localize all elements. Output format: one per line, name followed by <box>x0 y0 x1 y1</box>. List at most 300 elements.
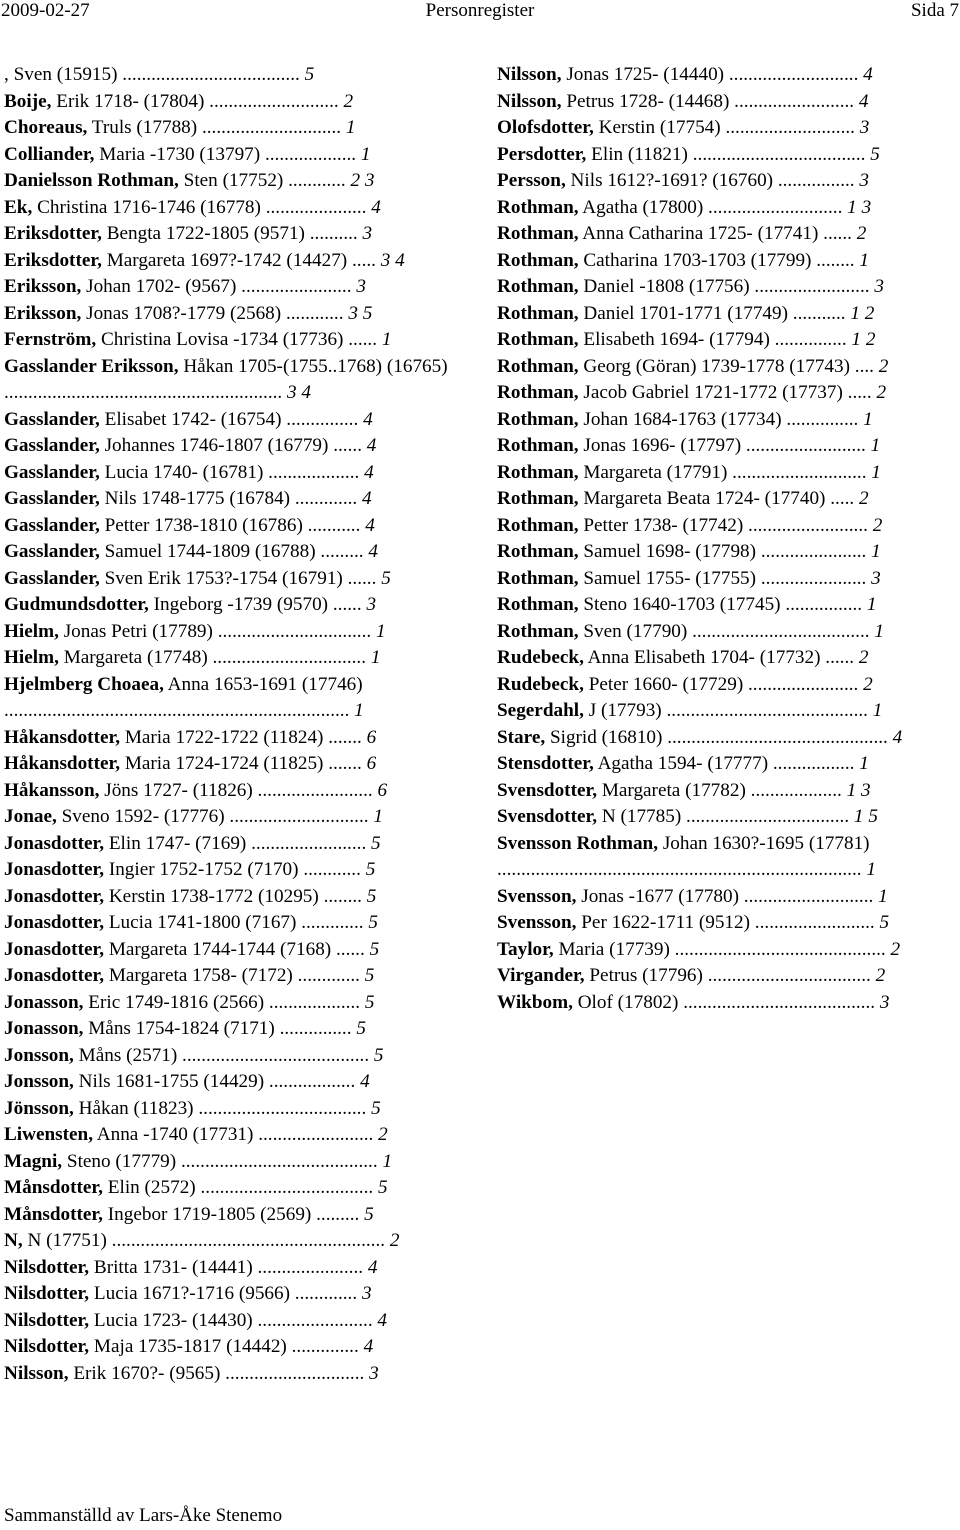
entry-page-refs: 4 <box>365 514 375 536</box>
entry-page-refs: 3 <box>871 567 881 589</box>
entry-page-refs: 2 <box>890 938 901 960</box>
entry-surname: Jonasson, <box>4 991 84 1013</box>
entry-details: Maria -1730 (13797) ................... <box>94 143 361 165</box>
entry-details: Margareta 1697?-1742 (14427) ..... <box>101 249 381 271</box>
entry-details: Maria 1722-1722 (11824) ....... <box>120 726 367 748</box>
entry-details: Johan 1684-1763 (17734) ............... <box>578 408 864 430</box>
entry-page-refs: 1 3 <box>846 779 871 801</box>
entry-details: Elin 1747- (7169) ........................ <box>104 832 372 854</box>
entry-surname: Rothman, <box>497 276 579 297</box>
index-entry <box>4 1228 462 1255</box>
entry-details: Margareta (17791) ............................ <box>578 461 872 483</box>
entry-page-refs: 3 <box>361 1283 372 1304</box>
entry-surname: Rothman, <box>497 594 579 615</box>
entry-surname: Eriksson, <box>4 276 82 297</box>
entry-details: J (17793) .......................................... <box>583 700 873 721</box>
entry-surname: Håkansson, <box>4 779 100 801</box>
index-entry <box>497 990 955 1017</box>
entry-surname: Ek, <box>4 196 33 218</box>
entry-page-refs: 1 <box>360 143 371 165</box>
entry-details: Sven (17790) ..................................... <box>578 620 875 642</box>
entry-surname: Svensson, <box>497 885 577 907</box>
entry-page-refs: 1 <box>859 753 869 774</box>
entry-details: Jonas 1696- (17797) ......................... <box>578 435 871 456</box>
entry-surname: Choreaus, <box>4 117 88 138</box>
entry-page-refs: 2 <box>389 1230 400 1251</box>
index-entry <box>497 433 955 460</box>
index-entry <box>497 380 955 407</box>
entry-details: Petrus (17796) .................................. <box>584 965 876 986</box>
entry-details: Elisabet 1742- (16754) ............... <box>99 408 364 430</box>
entry-surname: Jonasdotter, <box>4 965 105 986</box>
entry-page-refs: 2 <box>872 514 883 536</box>
index-entry <box>4 619 462 646</box>
entry-details: Ingeborg -1739 (9570) ...... <box>148 594 367 615</box>
index-entry <box>497 592 955 619</box>
entry-surname: Nilsdotter, <box>4 1309 90 1331</box>
entry-details: Margareta 1744-1744 (7168) ...... <box>104 938 370 960</box>
entry-details: Lucia 1741-1800 (7167) ............. <box>104 912 369 933</box>
entry-surname: Rothman, <box>497 461 579 483</box>
header-title: Personregister <box>425 0 535 21</box>
entry-details: Johan 1702- (9567) ....................... <box>81 276 357 297</box>
entry-surname: Nilsdotter, <box>4 1336 90 1357</box>
entry-page-refs: 4 <box>892 726 903 748</box>
entry-details: Elin (11821) .................................... <box>586 143 871 165</box>
entry-page-refs: 5 <box>373 1044 384 1066</box>
entry-details: Sten (17752) ............ <box>178 170 351 191</box>
index-entry <box>4 592 462 619</box>
entry-details: Daniel 1701-1771 (17749) ........... <box>578 302 851 324</box>
entry-surname: Rothman, <box>497 620 579 642</box>
index-entry <box>497 195 955 222</box>
entry-page-refs: 5 <box>364 991 375 1013</box>
index-column-left <box>4 62 462 1387</box>
entry-page-refs: 4 <box>377 1309 388 1331</box>
entry-page-refs: 2 <box>343 90 354 112</box>
entry-details: Nils 1748-1775 (16784) ............. <box>99 488 363 509</box>
entry-page-refs: 5 <box>377 1177 388 1198</box>
entry-page-refs: 1 <box>863 408 873 430</box>
entry-details: Anna Catharina 1725- (17741) ...... <box>578 223 857 244</box>
entry-details: Anna 1653-1691 (17746) ........................................................................ <box>4 673 363 721</box>
entry-details: Agatha (17800) ............................ <box>578 196 848 218</box>
index-entry <box>497 672 955 699</box>
entry-surname: Rothman, <box>497 488 579 509</box>
entry-details: Samuel 1744-1809 (16788) ......... <box>99 541 369 562</box>
entry-surname: Rothman, <box>497 329 579 350</box>
entry-page-refs: 5 <box>364 1203 374 1225</box>
entry-page-refs: 4 <box>371 196 381 218</box>
entry-surname: Danielsson Rothman, <box>4 170 179 191</box>
entry-details: Jonas 1725- (14440) ........................... <box>561 64 864 85</box>
entry-surname: Liwensten, <box>4 1124 94 1145</box>
entry-page-refs: 3 <box>874 276 884 297</box>
entry-surname: Rothman, <box>497 435 579 456</box>
entry-details: Britta 1731- (14441) ...................... <box>89 1256 368 1278</box>
entry-surname: Jonasdotter, <box>4 885 105 907</box>
entry-surname: Rothman, <box>497 514 579 536</box>
entry-surname: Jonasdotter, <box>4 938 105 960</box>
entry-page-refs: 5 <box>365 859 376 880</box>
entry-page-refs: 5 <box>366 885 377 907</box>
entry-details: Erik 1718- (17804) ........................... <box>51 90 344 112</box>
entry-details: Sigrid (16810) .............................................. <box>545 726 893 748</box>
entry-surname: Stensdotter, <box>497 753 594 774</box>
entry-surname: Rudebeck, <box>497 673 584 695</box>
entry-page-refs: 1 <box>878 885 888 907</box>
entry-details: Catharina 1703-1703 (17799) ........ <box>578 249 860 271</box>
entry-page-refs: 6 <box>366 753 377 774</box>
entry-page-refs: 1 <box>376 620 386 642</box>
entry-details: Petter 1738- (17742) ......................... <box>578 514 873 536</box>
entry-surname: Gasslander Eriksson, <box>4 355 179 377</box>
entry-surname: Rothman, <box>497 249 579 271</box>
entry-page-refs: 2 <box>863 673 873 695</box>
entry-surname: Rothman, <box>497 567 579 589</box>
entry-page-refs: 1 <box>382 1150 393 1172</box>
entry-surname: Hielm, <box>4 647 59 668</box>
entry-page-refs: 3 <box>859 117 870 138</box>
index-entry <box>4 168 462 195</box>
entry-surname: Stare, <box>497 726 546 748</box>
index-entry <box>4 1361 462 1388</box>
entry-details: Lucia 1740- (16781) ................... <box>99 461 365 483</box>
entry-details: Måns (2571) ....................................... <box>73 1044 374 1066</box>
entry-page-refs: 1 <box>871 461 881 483</box>
entry-page-refs: 4 <box>360 1071 370 1092</box>
entry-surname: Jonasson, <box>4 1018 84 1039</box>
index-entry <box>4 248 462 275</box>
entry-details: Nils 1681-1755 (14429) .................. <box>73 1071 361 1092</box>
entry-details: Lucia 1723- (14430) ........................ <box>89 1309 378 1331</box>
entry-surname: Persson, <box>497 170 566 191</box>
entry-surname: Nilsson, <box>4 1362 69 1384</box>
entry-surname: Jonae, <box>4 806 57 827</box>
index-column-right <box>497 62 955 1016</box>
index-entry <box>4 566 462 593</box>
entry-surname: Boije, <box>4 90 52 112</box>
entry-details: Jonas 1708?-1779 (2568) ............ <box>81 302 349 324</box>
entry-page-refs: 1 5 <box>853 806 878 827</box>
entry-page-refs: 4 <box>367 1256 378 1278</box>
entry-details: Kerstin 1738-1772 (10295) ........ <box>104 885 367 907</box>
entry-details: , Sven (15915) ..................................... <box>4 64 305 85</box>
index-entry <box>497 248 955 275</box>
entry-details: Peter 1660- (17729) ....................... <box>583 673 864 695</box>
page-footer: Sammanställd av Lars-Åke Stenemo <box>4 1505 283 1526</box>
entry-page-refs: 4 <box>364 461 374 483</box>
entry-page-refs: 5 <box>356 1018 366 1039</box>
entry-page-refs: 5 <box>369 938 380 960</box>
entry-page-refs: 1 <box>866 594 877 615</box>
entry-surname: Virgander, <box>497 965 585 986</box>
entry-page-refs: 5 <box>368 912 378 933</box>
entry-surname: Månsdotter, <box>4 1203 103 1225</box>
entry-details: Steno 1640-1703 (17745) ................ <box>578 594 867 615</box>
entry-page-refs: 1 <box>373 806 383 827</box>
entry-details: Elisabeth 1694- (17794) ............... <box>578 329 852 350</box>
entry-surname: Gasslander, <box>4 408 100 430</box>
index-entry <box>4 354 462 407</box>
entry-surname: Eriksdotter, <box>4 249 102 271</box>
index-entry <box>497 831 955 884</box>
entry-surname: Wikbom, <box>497 991 573 1013</box>
entry-page-refs: 4 <box>363 1336 374 1357</box>
index-entry <box>4 1202 462 1229</box>
entry-page-refs: 4 <box>858 90 869 112</box>
index-entry <box>497 115 955 142</box>
entry-surname: Håkansdotter, <box>4 753 121 774</box>
entry-page-refs: 5 <box>364 965 375 986</box>
entry-details: Samuel 1698- (17798) ...................... <box>578 541 872 562</box>
entry-surname: Fernström, <box>4 329 97 350</box>
entry-page-refs: 3 <box>859 170 869 191</box>
index-entry <box>4 1255 462 1282</box>
entry-page-refs: 5 <box>879 912 890 933</box>
entry-page-refs: 6 <box>366 726 377 748</box>
entry-surname: Gasslander, <box>4 541 100 562</box>
entry-details: Erik 1670?- (9565) ............................. <box>68 1362 370 1384</box>
entry-page-refs: 2 <box>875 965 886 986</box>
entry-details: Sven Erik 1753?-1754 (16791) ...... <box>99 567 382 589</box>
entry-surname: Nilsdotter, <box>4 1256 90 1278</box>
entry-surname: Nilsson, <box>497 64 562 85</box>
entry-surname: Gasslander, <box>4 567 100 589</box>
entry-surname: Segerdahl, <box>497 700 584 721</box>
entry-surname: Rothman, <box>497 541 579 562</box>
entry-surname: Jonasdotter, <box>4 832 105 854</box>
entry-details: Olof (17802) ........................................ <box>572 991 880 1013</box>
entry-surname: Persdotter, <box>497 143 587 165</box>
entry-surname: Eriksson, <box>4 302 82 324</box>
entry-page-refs: 2 <box>378 1124 388 1145</box>
entry-surname: Colliander, <box>4 143 95 165</box>
entry-details: Maja 1735-1817 (14442) .............. <box>89 1336 364 1357</box>
index-entry <box>4 539 462 566</box>
entry-details: Johan 1630?-1695 (17781) ............................................................................ <box>497 832 870 880</box>
index-entry <box>4 963 462 990</box>
entry-page-refs: 1 <box>870 435 881 456</box>
index-entry <box>4 1334 462 1361</box>
entry-page-refs: 3 4 <box>380 249 405 271</box>
entry-page-refs: 1 <box>345 117 356 138</box>
index-entry <box>4 672 462 725</box>
entry-page-refs: 2 <box>859 488 869 509</box>
index-entry <box>4 221 462 248</box>
entry-surname: N, <box>4 1230 23 1251</box>
entry-surname: Rothman, <box>497 223 579 244</box>
entry-surname: Månsdotter, <box>4 1177 103 1198</box>
entry-page-refs: 2 <box>876 382 887 403</box>
index-entry <box>497 168 955 195</box>
entry-details: Christina 1716-1746 (16778) ..................... <box>32 196 372 218</box>
index-entry <box>4 910 462 937</box>
entry-surname: Jönsson, <box>4 1097 74 1119</box>
entry-surname: Svensson Rothman, <box>497 832 659 854</box>
index-entry <box>497 910 955 937</box>
entry-surname: Taylor, <box>497 938 554 960</box>
index-entry <box>497 407 955 434</box>
entry-page-refs: 1 3 <box>847 196 872 218</box>
entry-details: Daniel -1808 (17756) ........................ <box>578 276 875 297</box>
entry-details: N (17785) .................................. <box>597 806 854 827</box>
entry-page-refs: 1 <box>874 620 884 642</box>
index-entry <box>497 566 955 593</box>
entry-details: Håkan (11823) ................................... <box>73 1097 372 1119</box>
entry-details: Georg (Göran) 1739-1778 (17743) .... <box>578 355 879 377</box>
entry-surname: Magni, <box>4 1150 63 1172</box>
index-entry <box>497 486 955 513</box>
index-entry <box>497 937 955 964</box>
entry-details: Per 1622-1711 (9512) ......................... <box>576 912 880 933</box>
index-entry <box>4 884 462 911</box>
entry-page-refs: 5 <box>304 64 315 85</box>
entry-details: Maria 1724-1724 (11825) ....... <box>120 753 367 774</box>
entry-page-refs: 4 <box>362 488 372 509</box>
index-entry <box>497 301 955 328</box>
entry-page-refs: 5 <box>371 1097 381 1119</box>
entry-details: Samuel 1755- (17755) ...................... <box>578 567 872 589</box>
entry-details: Margareta (17782) ................... <box>597 779 847 801</box>
index-entry <box>4 195 462 222</box>
entry-details: Christina Lovisa -1734 (17736) ...... <box>96 329 382 350</box>
entry-surname: Håkansdotter, <box>4 726 121 748</box>
entry-surname: Rothman, <box>497 302 579 324</box>
index-entry <box>4 62 462 89</box>
index-entry <box>497 884 955 911</box>
entry-details: Anna Elisabeth 1704- (17732) ...... <box>583 647 859 668</box>
index-entry <box>497 354 955 381</box>
index-entry <box>4 857 462 884</box>
entry-details: Jacob Gabriel 1721-1772 (17737) ..... <box>578 382 877 403</box>
entry-surname: Gasslander, <box>4 514 100 536</box>
index-entry <box>497 804 955 831</box>
index-entry <box>497 698 955 725</box>
entry-surname: Nilsdotter, <box>4 1283 90 1304</box>
index-entry <box>4 460 462 487</box>
entry-surname: Rothman, <box>497 408 579 430</box>
entry-surname: Nilsson, <box>497 90 562 112</box>
index-entry <box>4 804 462 831</box>
index-entry <box>4 778 462 805</box>
index-entry <box>4 1281 462 1308</box>
entry-details: Steno (17779) ......................................... <box>62 1150 383 1172</box>
entry-surname: Hjelmberg Choaea, <box>4 673 164 695</box>
entry-details: Jöns 1727- (11826) ........................ <box>99 779 378 801</box>
index-entry <box>4 1149 462 1176</box>
index-entry <box>4 1175 462 1202</box>
index-entry <box>497 619 955 646</box>
header-page-number: Sida 7 <box>910 0 959 21</box>
index-entry <box>497 539 955 566</box>
index-entry <box>4 1016 462 1043</box>
entry-details: Kerstin (17754) ........................... <box>593 117 860 138</box>
entry-surname: Rothman, <box>497 355 579 377</box>
index-entry <box>497 513 955 540</box>
index-entry <box>4 89 462 116</box>
entry-surname: Rothman, <box>497 196 579 218</box>
entry-details: Margareta Beata 1724- (17740) ..... <box>578 488 860 509</box>
entry-surname: Gasslander, <box>4 488 100 509</box>
index-entry <box>4 1069 462 1096</box>
index-entry <box>497 751 955 778</box>
index-entry <box>4 937 462 964</box>
entry-surname: Jonsson, <box>4 1044 74 1066</box>
entry-details: Sveno 1592- (17776) ............................. <box>56 806 374 827</box>
entry-page-refs: 1 <box>859 249 869 271</box>
index-entry <box>497 89 955 116</box>
entry-page-refs: 1 <box>866 859 876 880</box>
entry-details: Truls (17788) ............................. <box>87 117 346 138</box>
index-entry <box>4 274 462 301</box>
index-entry <box>4 990 462 1017</box>
index-entry <box>497 142 955 169</box>
index-entry <box>4 1043 462 1070</box>
entry-surname: Gasslander, <box>4 435 100 456</box>
index-entry <box>4 1096 462 1123</box>
index-entry <box>4 645 462 672</box>
entry-surname: Gasslander, <box>4 461 100 483</box>
entry-page-refs: 1 <box>871 541 881 562</box>
entry-page-refs: 5 <box>381 567 391 589</box>
entry-surname: Svensdotter, <box>497 779 598 801</box>
index-entry <box>4 301 462 328</box>
page-header <box>0 0 960 22</box>
entry-details: Måns 1754-1824 (7171) ............... <box>83 1018 357 1039</box>
index-entry <box>4 1308 462 1335</box>
index-entry <box>497 327 955 354</box>
entry-page-refs: 6 <box>377 779 388 801</box>
entry-page-refs: 2 <box>878 355 889 377</box>
entry-page-refs: 2 <box>856 223 867 244</box>
entry-details: Maria (17739) ............................................ <box>553 938 891 960</box>
entry-details: Margareta 1758- (7172) ............. <box>104 965 365 986</box>
entry-page-refs: 5 <box>371 832 381 854</box>
index-entry <box>4 327 462 354</box>
entry-details: Johannes 1746-1807 (16779) ...... <box>99 435 367 456</box>
entry-details: Margareta (17748) ................................ <box>58 647 371 668</box>
entry-page-refs: 5 <box>870 143 880 165</box>
index-entry <box>497 725 955 752</box>
entry-page-refs: 2 <box>858 647 869 668</box>
index-entry <box>4 751 462 778</box>
entry-details: Håkan 1705-(1755..1768) (16765) .......................................................... <box>4 355 448 403</box>
index-entry <box>497 221 955 248</box>
entry-details: Petter 1738-1810 (16786) ........... <box>99 514 366 536</box>
entry-details: Jonas -1677 (17780) ........................... <box>576 885 879 907</box>
entry-details: Lucia 1671?-1716 (9566) ............. <box>89 1283 362 1304</box>
entry-surname: Rudebeck, <box>497 647 584 668</box>
index-entry <box>497 274 955 301</box>
entry-surname: Jonsson, <box>4 1071 74 1092</box>
entry-surname: Svensson, <box>497 912 577 933</box>
entry-details: Ingebor 1719-1805 (2569) ......... <box>102 1203 365 1225</box>
index-entry <box>4 407 462 434</box>
index-entry <box>497 963 955 990</box>
entry-surname: Hielm, <box>4 620 59 642</box>
index-entry <box>4 142 462 169</box>
index-entry <box>4 115 462 142</box>
entry-page-refs: 3 <box>879 991 890 1013</box>
entry-details: Bengta 1722-1805 (9571) .......... <box>101 223 363 244</box>
entry-surname: Olofsdotter, <box>497 117 594 138</box>
entry-page-refs: 1 <box>354 700 364 721</box>
header-date: 2009-02-27 <box>1 0 90 21</box>
entry-page-refs: 3 5 <box>348 302 373 324</box>
entry-page-refs: 4 <box>366 435 377 456</box>
entry-page-refs: 3 <box>369 1362 379 1384</box>
